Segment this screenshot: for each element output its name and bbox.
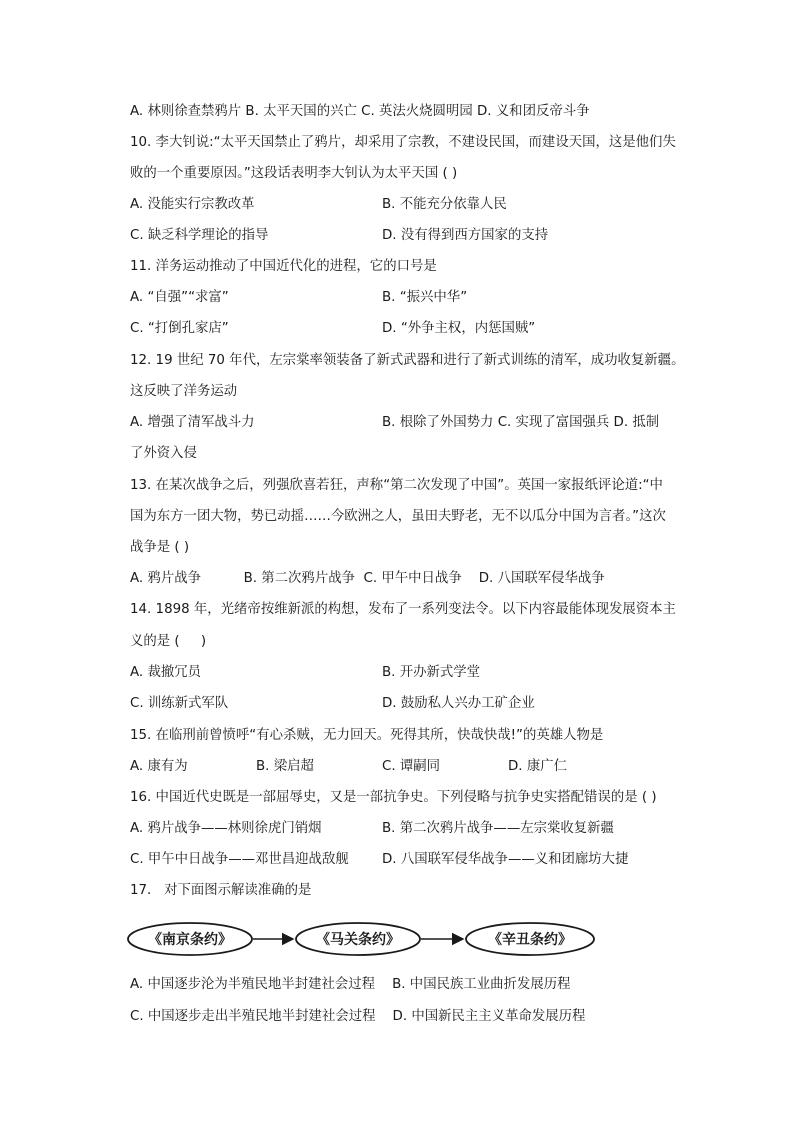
q12-options-bcd: B. 根除了外国势力 C. 实现了富国强兵 D. 抵制 — [382, 415, 660, 430]
q13-stem: 13. 在某次战争之后，列强欣喜若狂，声称“第二次发现了中国”。英国一家报纸评论道:“中 — [130, 478, 663, 493]
q17-options-ab: A. 中国逐步沦为半殖民地半封建社会过程 B. 中国民族工业曲折发展历程 — [130, 977, 571, 992]
q12-stem: 12. 19 世纪 70 年代，左宗棠率领装备了新式武器和进行了新式训练的清军，成功收复新疆。 — [130, 353, 685, 368]
q11-option-a: A. “自强”“求富” — [130, 290, 229, 305]
node-label-xinchou: 《辛丑条约》 — [488, 932, 572, 948]
q16-option-c: C. 甲午中日战争——邓世昌迎战敌舰 — [130, 852, 349, 867]
q10-option-b: B. 不能充分依靠人民 — [382, 197, 507, 212]
node-label-nanjing: 《南京条约》 — [148, 932, 232, 948]
q13-stem-cont: 国为东方一团大物，势已动摇……今欧洲之人，虽田夫野老，无不以瓜分中国为言者。”这次 — [130, 509, 666, 524]
q17-stem: 17. 对下面图示解读准确的是 — [130, 883, 312, 898]
q16-option-b: B. 第二次鸦片战争——左宗棠收复新疆 — [382, 821, 614, 836]
q16-stem: 16. 中国近代史既是一部屈辱史，又是一部抗争史。下列侵略与抗争史实搭配错误的是 ( ) — [130, 790, 657, 805]
q14-option-b: B. 开办新式学堂 — [382, 665, 481, 680]
q12-option-a: A. 增强了清军战斗力 — [130, 415, 255, 430]
q11-option-c: C. “打倒孔家店” — [130, 321, 229, 336]
q15-option-c: C. 谭嗣同 — [382, 759, 441, 774]
q14-option-c: C. 训练新式军队 — [130, 696, 229, 711]
q14-option-d: D. 鼓励私人兴办工矿企业 — [382, 696, 535, 711]
node-label-maguan: 《马关条约》 — [316, 932, 400, 948]
treaty-flow-diagram — [126, 918, 606, 960]
q11-stem: 11. 洋务运动推动了中国近代化的进程，它的口号是 — [130, 259, 437, 274]
q17-options-cd: C. 中国逐步走出半殖民地半封建社会过程 D. 中国新民主主义革命发展历程 — [130, 1009, 586, 1024]
q12-option-d-cont: 了外资入侵 — [130, 446, 197, 461]
q12-stem-cont: 这反映了洋务运动 — [130, 384, 238, 399]
q15-stem: 15. 在临刑前曾愤呼“有心杀贼，无力回天。死得其所，快哉快哉!”的英雄人物是 — [130, 728, 604, 743]
q10-option-c: C. 缺乏科学理论的指导 — [130, 228, 269, 243]
q15-option-b: B. 梁启超 — [256, 759, 314, 774]
q10-stem: 10. 李大钊说:“太平天国禁止了鸦片，却采用了宗教，不建设民国，而建设天国，这是他们失 — [130, 135, 676, 150]
q13-options: A. 鸦片战争 B. 第二次鸦片战争 C. 甲午中日战争 D. 八国联军侵华战争 — [130, 571, 605, 586]
q16-option-d: D. 八国联军侵华战争——义和团廊坊大捷 — [382, 852, 629, 867]
q11-option-b: B. “振兴中华” — [382, 290, 468, 305]
q13-stem-end: 战争是 ( ) — [130, 540, 190, 555]
q10-stem-cont: 败的一个重要原因。”这段话表明李大钊认为太平天国 ( ) — [130, 166, 458, 181]
q15-option-a: A. 康有为 — [130, 759, 188, 774]
q11-option-d: D. “外争主权，内惩国贼” — [382, 321, 536, 336]
q14-stem-cont: 义的是 ( ) — [130, 634, 207, 649]
q14-stem: 14. 1898 年，光绪帝按维新派的构想，发布了一系列变法令。以下内容最能体现发展资本主 — [130, 602, 676, 617]
q16-option-a: A. 鸦片战争——林则徐虎门销烟 — [130, 821, 322, 836]
q14-option-a: A. 裁撤冗员 — [130, 665, 201, 680]
q10-option-a: A. 没能实行宗教改革 — [130, 197, 255, 212]
q9-options: A. 林则徐查禁鸦片 B. 太平天国的兴亡 C. 英法火烧圆明园 D. 义和团反帝斗争 — [130, 104, 590, 119]
q10-option-d: D. 没有得到西方国家的支持 — [382, 228, 549, 243]
q15-option-d: D. 康广仁 — [508, 759, 567, 774]
